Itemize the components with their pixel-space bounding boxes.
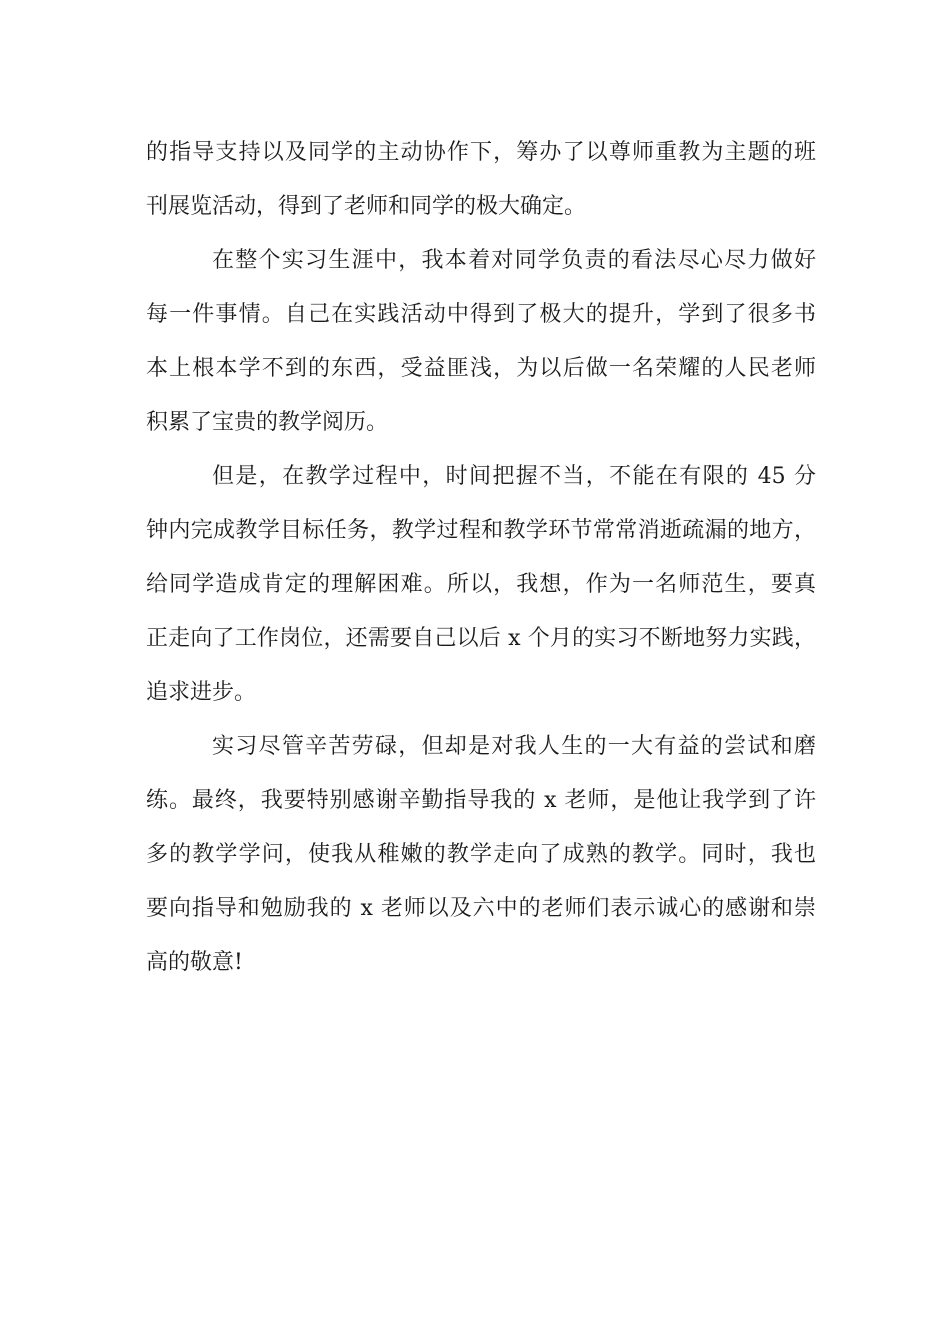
text-line: 实习尽管辛苦劳碌，但却是对我人生的一大有益的尝试和磨 — [212, 734, 816, 759]
text-line: 每一件事情。自己在实践活动中得到了极大的提升，学到了很多书 — [146, 302, 816, 327]
text-line: 的指导支持以及同学的主动协作下，筹办了以尊师重教为主题的班 — [146, 140, 816, 165]
text-line: 积累了宝贵的教学阅历。 — [146, 410, 389, 435]
paragraph-1 — [146, 126, 816, 234]
paragraph-2 — [146, 234, 816, 450]
text-line: 要向指导和勉励我的 x 老师以及六中的老师们表示诚心的感谢和崇 — [146, 896, 816, 921]
text-line: 追求进步。 — [146, 680, 257, 705]
text-line: 在整个实习生涯中，我本着对同学负责的看法尽心尽力做好 — [212, 248, 816, 273]
paragraph-4 — [146, 720, 816, 990]
text-line: 练。最终，我要特别感谢辛勤指导我的 x 老师，是他让我学到了许 — [146, 788, 816, 813]
text-line: 本上根本学不到的东西，受益匪浅，为以后做一名荣耀的人民老师 — [146, 356, 816, 381]
text-line: 正走向了工作岗位，还需要自己以后 x 个月的实习不断地努力实践， — [146, 626, 816, 651]
document-body — [146, 126, 816, 990]
text-line: 多的教学学问，使我从稚嫩的教学走向了成熟的教学。同时，我也 — [146, 842, 816, 867]
paragraph-3 — [146, 450, 816, 720]
text-line: 高的敬意! — [146, 950, 243, 975]
text-line: 给同学造成肯定的理解困难。所以，我想，作为一名师范生，要真 — [146, 572, 816, 597]
text-line: 刊展览活动，得到了老师和同学的极大确定。 — [146, 194, 587, 219]
text-line: 但是，在教学过程中，时间把握不当，不能在有限的 45 分 — [212, 464, 816, 489]
text-line: 钟内完成教学目标任务，教学过程和教学环节常常消逝疏漏的地方， — [146, 518, 816, 543]
